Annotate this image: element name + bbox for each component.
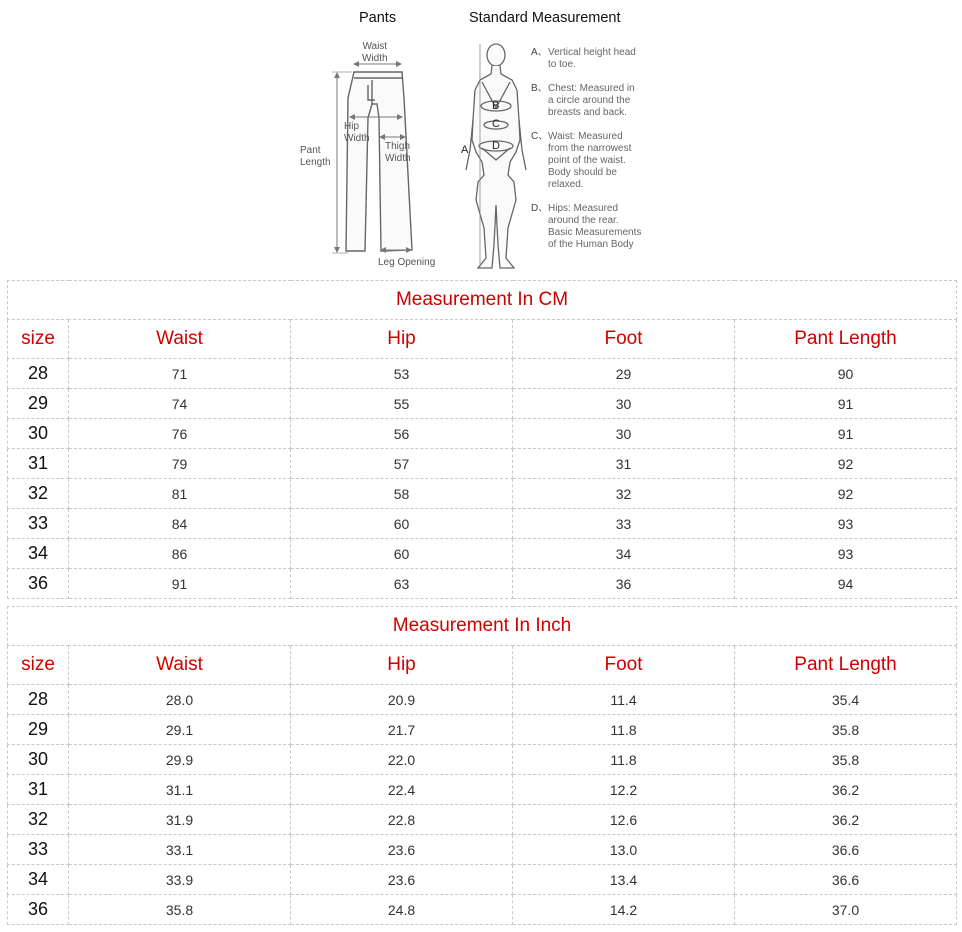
size-cell: 29 — [8, 715, 69, 745]
value-cell: 22.8 — [291, 805, 513, 835]
thigh-width-label: Thigh Width — [385, 141, 411, 164]
size-cell: 31 — [8, 449, 69, 479]
value-cell: 63 — [291, 569, 513, 599]
value-cell: 76 — [69, 419, 291, 449]
column-header: Hip — [291, 646, 513, 685]
note-a — [531, 47, 671, 77]
value-cell: 31.9 — [69, 805, 291, 835]
leg-opening-label: Leg Opening — [378, 257, 436, 268]
note-text: Waist: Measured from the narrowest point of the waist. Body should be relaxed. — [548, 131, 632, 190]
value-cell: 56 — [291, 419, 513, 449]
size-cell: 32 — [8, 805, 69, 835]
value-cell: 92 — [735, 449, 957, 479]
value-cell: 79 — [69, 449, 291, 479]
value-cell: 12.2 — [513, 775, 735, 805]
value-cell: 35.4 — [735, 685, 957, 715]
body-label-b: B — [492, 100, 500, 112]
column-header: Waist — [69, 646, 291, 685]
value-cell: 13.4 — [513, 865, 735, 895]
value-cell: 93 — [735, 509, 957, 539]
value-cell: 30 — [513, 389, 735, 419]
value-cell: 36.2 — [735, 805, 957, 835]
table-row — [8, 359, 957, 389]
table-title: Measurement In Inch — [8, 607, 957, 646]
size-cell: 32 — [8, 479, 69, 509]
value-cell: 74 — [69, 389, 291, 419]
table-row — [8, 805, 957, 835]
note-key: C、 — [531, 131, 549, 142]
table-row — [8, 569, 957, 599]
size-cell: 36 — [8, 569, 69, 599]
value-cell: 33.9 — [69, 865, 291, 895]
column-header: Foot — [513, 646, 735, 685]
value-cell: 12.6 — [513, 805, 735, 835]
value-cell: 60 — [291, 539, 513, 569]
size-cell: 33 — [8, 509, 69, 539]
value-cell: 91 — [735, 389, 957, 419]
value-cell: 53 — [291, 359, 513, 389]
note-key: B、 — [531, 83, 548, 94]
value-cell: 81 — [69, 479, 291, 509]
column-header: Pant Length — [735, 320, 957, 359]
diagram-drawing — [0, 0, 962, 278]
value-cell: 14.2 — [513, 895, 735, 925]
size-cell: 34 — [8, 865, 69, 895]
hip-width-label: Hip Width — [344, 121, 370, 144]
body-label-a: A — [461, 144, 469, 156]
value-cell: 36.6 — [735, 835, 957, 865]
value-cell: 90 — [735, 359, 957, 389]
table-row — [8, 479, 957, 509]
note-b — [531, 83, 671, 123]
note-text: Chest: Measured in a circle around the breasts and back. — [548, 83, 635, 118]
value-cell: 23.6 — [291, 835, 513, 865]
waist-width-label: Waist Width — [362, 41, 388, 64]
value-cell: 57 — [291, 449, 513, 479]
value-cell: 29.9 — [69, 745, 291, 775]
value-cell: 84 — [69, 509, 291, 539]
header-row — [8, 320, 957, 359]
value-cell: 31 — [513, 449, 735, 479]
cm-table — [7, 280, 957, 599]
size-cell: 34 — [8, 539, 69, 569]
table-row — [8, 685, 957, 715]
value-cell: 13.0 — [513, 835, 735, 865]
value-cell: 23.6 — [291, 865, 513, 895]
pant-length-label: Pant Length — [300, 145, 331, 168]
note-key: A、 — [531, 47, 548, 58]
value-cell: 35.8 — [69, 895, 291, 925]
inch-table — [7, 606, 957, 925]
table-row — [8, 509, 957, 539]
value-cell: 91 — [735, 419, 957, 449]
table-row — [8, 865, 957, 895]
table-row — [8, 715, 957, 745]
value-cell: 71 — [69, 359, 291, 389]
pants-title: Pants — [359, 10, 397, 26]
measurement-diagram — [0, 0, 962, 278]
table-row — [8, 775, 957, 805]
value-cell: 28.0 — [69, 685, 291, 715]
value-cell: 34 — [513, 539, 735, 569]
value-cell: 55 — [291, 389, 513, 419]
value-cell: 33.1 — [69, 835, 291, 865]
value-cell: 93 — [735, 539, 957, 569]
value-cell: 91 — [69, 569, 291, 599]
size-cell: 29 — [8, 389, 69, 419]
column-header: Foot — [513, 320, 735, 359]
table-row — [8, 449, 957, 479]
table-title: Measurement In CM — [8, 281, 957, 320]
size-cell: 36 — [8, 895, 69, 925]
column-header: size — [8, 646, 69, 685]
note-d — [531, 203, 671, 253]
size-cell: 30 — [8, 419, 69, 449]
size-cell: 28 — [8, 359, 69, 389]
column-header: Waist — [69, 320, 291, 359]
table-row — [8, 835, 957, 865]
value-cell: 31.1 — [69, 775, 291, 805]
value-cell: 22.0 — [291, 745, 513, 775]
table-row — [8, 389, 957, 419]
value-cell: 20.9 — [291, 685, 513, 715]
standard-measurement-title: Standard Measurement — [469, 10, 621, 26]
value-cell: 11.8 — [513, 745, 735, 775]
size-cell: 28 — [8, 685, 69, 715]
value-cell: 86 — [69, 539, 291, 569]
header-row — [8, 646, 957, 685]
value-cell: 33 — [513, 509, 735, 539]
column-header: Pant Length — [735, 646, 957, 685]
note-text: Hips: Measured around the rear. Basic Measurements of the Human Body — [548, 203, 642, 250]
value-cell: 32 — [513, 479, 735, 509]
table-row — [8, 539, 957, 569]
value-cell: 11.8 — [513, 715, 735, 745]
table-row — [8, 895, 957, 925]
table-row — [8, 419, 957, 449]
body-label-d: D — [492, 140, 500, 152]
size-cell: 30 — [8, 745, 69, 775]
value-cell: 22.4 — [291, 775, 513, 805]
value-cell: 24.8 — [291, 895, 513, 925]
value-cell: 21.7 — [291, 715, 513, 745]
value-cell: 36 — [513, 569, 735, 599]
note-key: D、 — [531, 203, 549, 214]
value-cell: 29 — [513, 359, 735, 389]
column-header: size — [8, 320, 69, 359]
size-cell: 31 — [8, 775, 69, 805]
size-cell: 33 — [8, 835, 69, 865]
value-cell: 35.8 — [735, 745, 957, 775]
value-cell: 30 — [513, 419, 735, 449]
value-cell: 35.8 — [735, 715, 957, 745]
value-cell: 58 — [291, 479, 513, 509]
value-cell: 92 — [735, 479, 957, 509]
value-cell: 36.6 — [735, 865, 957, 895]
column-header: Hip — [291, 320, 513, 359]
body-label-c: C — [492, 118, 500, 130]
value-cell: 60 — [291, 509, 513, 539]
note-c — [531, 131, 671, 193]
value-cell: 37.0 — [735, 895, 957, 925]
table-row — [8, 745, 957, 775]
body-figure — [466, 44, 526, 268]
value-cell: 29.1 — [69, 715, 291, 745]
note-text: Vertical height head to toe. — [548, 47, 636, 70]
value-cell: 11.4 — [513, 685, 735, 715]
value-cell: 94 — [735, 569, 957, 599]
value-cell: 36.2 — [735, 775, 957, 805]
